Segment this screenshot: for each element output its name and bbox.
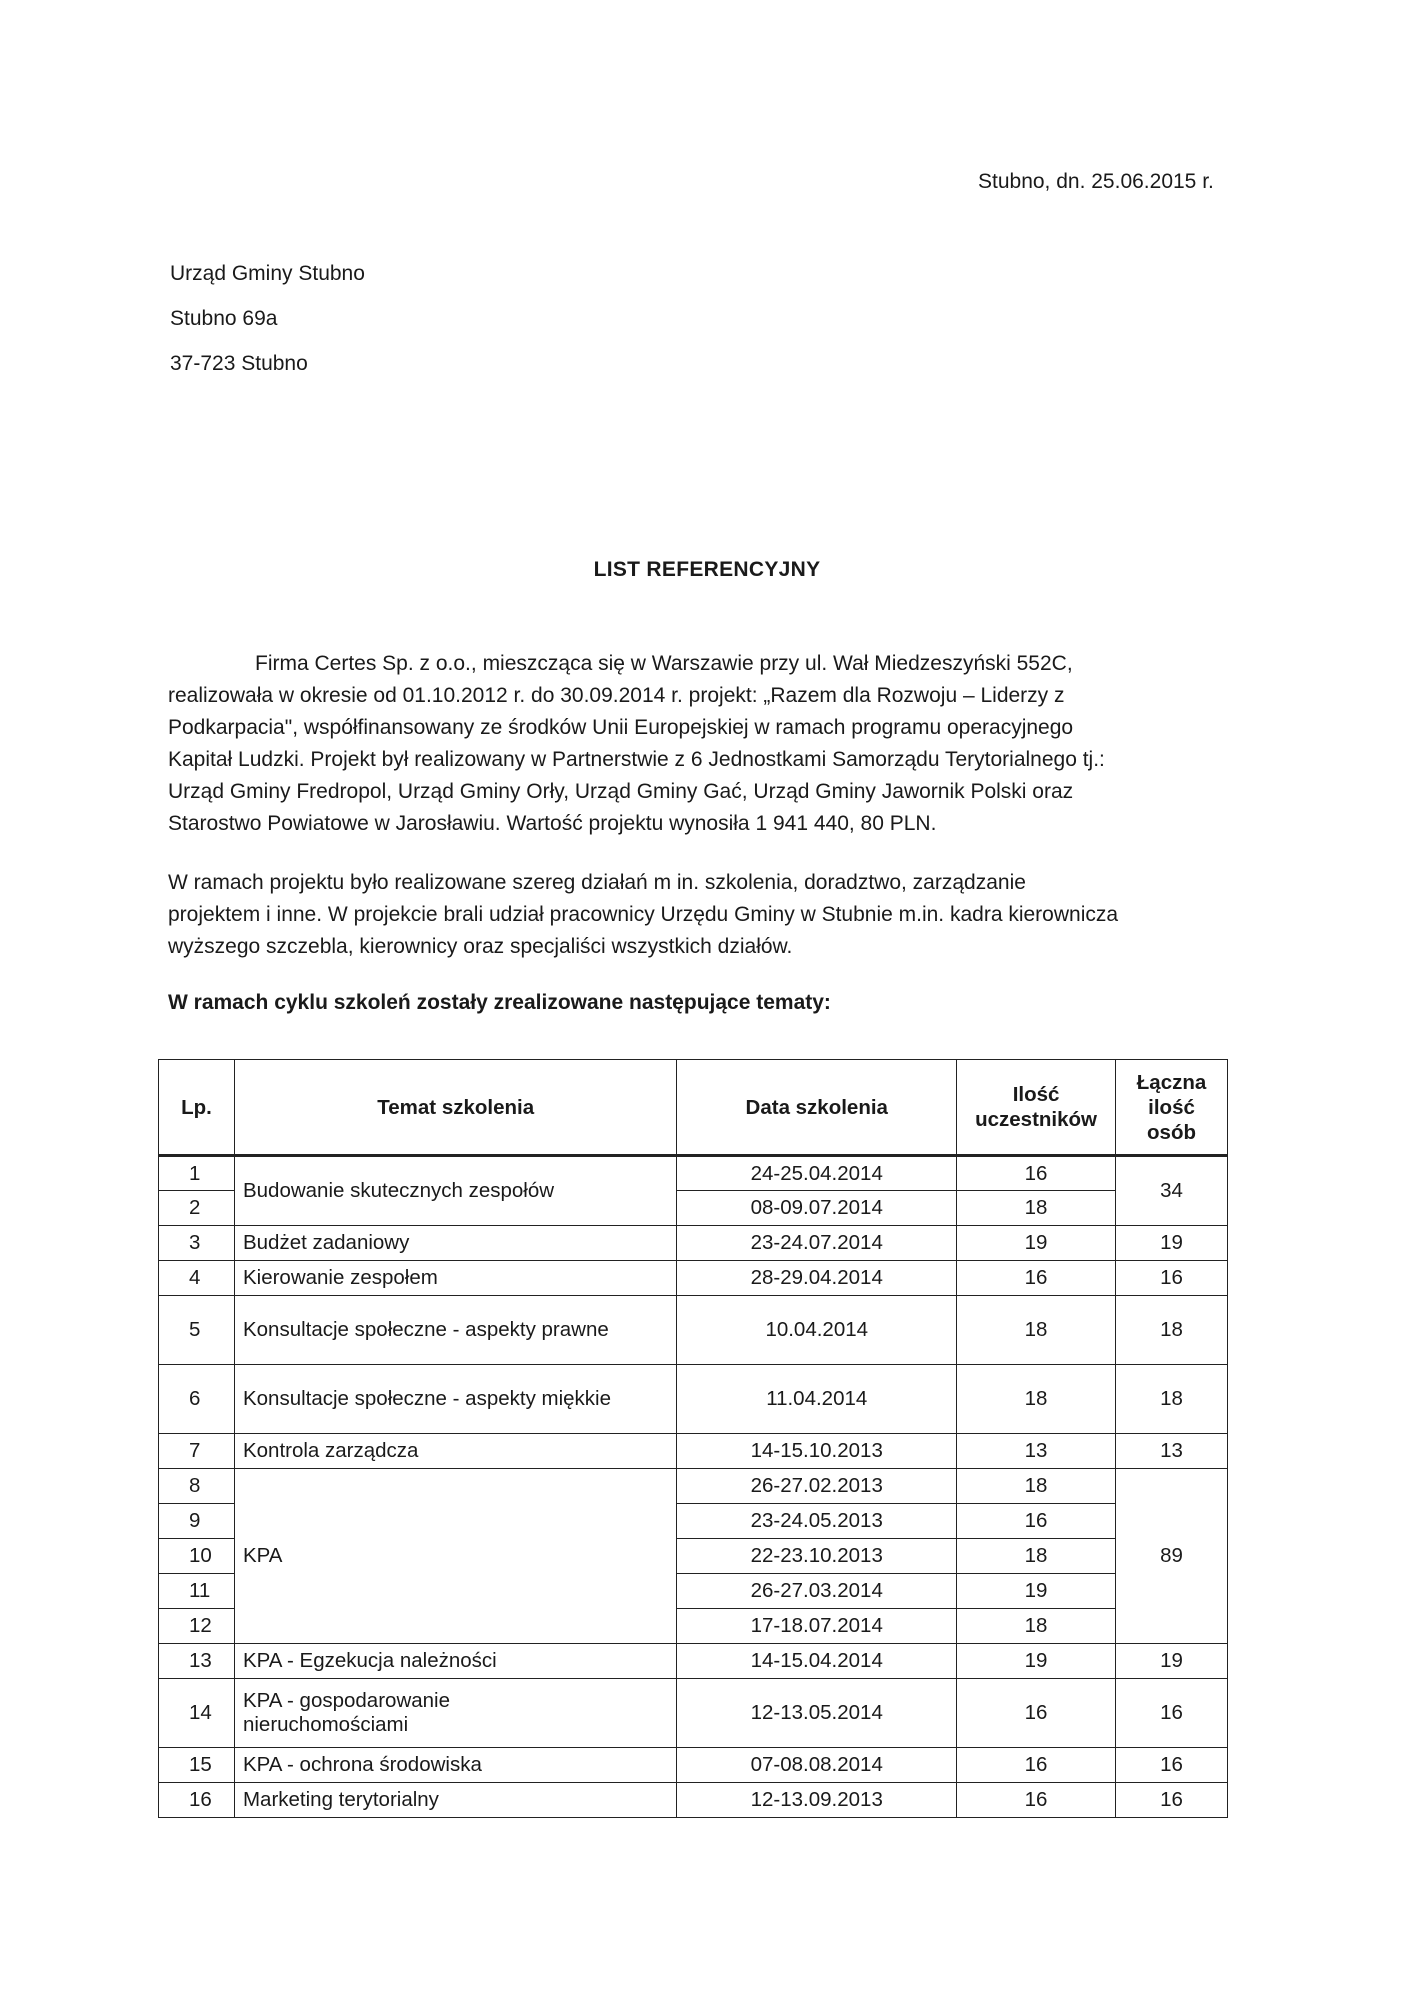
cell-date: 14-15.10.2013 (677, 1434, 957, 1469)
header-participants (957, 1060, 1116, 1156)
table-row (159, 1679, 1228, 1748)
paragraph-line: Starostwo Powiatowe w Jarosławiu. Wartość projektu wynosiła 1 941 440, 80 PLN. (168, 812, 937, 835)
cell-date: 26-27.02.2013 (677, 1469, 957, 1504)
table-row (159, 1296, 1228, 1365)
cell-total: 89 (1116, 1469, 1228, 1644)
cell-topic: Marketing terytorialny (234, 1783, 676, 1818)
cell-lp: 5 (159, 1296, 235, 1365)
paragraph-line: Podkarpacia", współfinansowany ze środków Unii Europejskiej w ramach programu operacyjnego (168, 716, 1074, 739)
cell-lp: 13 (159, 1644, 235, 1679)
cell-participants: 16 (957, 1261, 1116, 1296)
cell-total: 18 (1116, 1365, 1228, 1434)
cell-topic: Kierowanie zespołem (234, 1261, 676, 1296)
table-row (159, 1434, 1228, 1469)
cell-total: 16 (1116, 1748, 1228, 1783)
cell-participants: 16 (957, 1156, 1116, 1191)
cell-topic-line: nieruchomościami (242, 1713, 409, 1736)
cell-date: 23-24.07.2014 (677, 1226, 957, 1261)
header-total (1116, 1060, 1228, 1156)
cell-date: 23-24.05.2013 (677, 1504, 957, 1539)
header-lp: Lp. (159, 1060, 235, 1156)
cell-date: 14-15.04.2014 (677, 1644, 957, 1679)
cell-topic: Budżet zadaniowy (234, 1226, 676, 1261)
cell-total: 18 (1116, 1296, 1228, 1365)
table-header-row (159, 1060, 1228, 1156)
paragraph-line: realizowała w okresie od 01.10.2012 r. do 30.09.2014 r. projekt: „Razem dla Rozwoju – Liderzy z (168, 684, 1065, 707)
cell-lp: 8 (159, 1469, 235, 1504)
paragraph-line: Urząd Gminy Fredropol, Urząd Gminy Orły, Urząd Gminy Gać, Urząd Gminy Jawornik Polski oraz (168, 780, 1074, 803)
cell-participants: 16 (957, 1748, 1116, 1783)
cell-total: 16 (1116, 1679, 1228, 1748)
cell-participants: 18 (957, 1469, 1116, 1504)
recipient-line-3: 37-723 Stubno (170, 352, 308, 375)
paragraph-activities (168, 867, 1245, 963)
cell-participants: 18 (957, 1296, 1116, 1365)
cell-participants: 19 (957, 1644, 1116, 1679)
cell-date: 17-18.07.2014 (677, 1609, 957, 1644)
table-row (159, 1644, 1228, 1679)
cell-participants: 16 (957, 1679, 1116, 1748)
cell-date: 26-27.03.2014 (677, 1574, 957, 1609)
paragraph-line: Firma Certes Sp. z o.o., mieszcząca się w Warszawie przy ul. Wał Miedzeszyński 552C, (255, 652, 1073, 675)
header-participants-line: uczestników (975, 1108, 1097, 1131)
cell-lp: 6 (159, 1365, 235, 1434)
paragraph-line: Kapitał Ludzki. Projekt był realizowany w Partnerstwie z 6 Jednostkami Samorządu Terytorialnego tj.: (168, 748, 1105, 771)
table-row (159, 1469, 1228, 1504)
header-topic: Temat szkolenia (234, 1060, 676, 1156)
cell-topic: Konsultacje społeczne - aspekty miękkie (234, 1365, 676, 1434)
cell-lp: 7 (159, 1434, 235, 1469)
cell-lp: 1 (159, 1156, 235, 1191)
cell-topic: KPA - ochrona środowiska (234, 1748, 676, 1783)
table-row (159, 1261, 1228, 1296)
paragraph-line: projektem i inne. W projekcie brali udział pracownicy Urzędu Gminy w Stubnie m.in. kadra kierownicza (168, 903, 1119, 926)
cell-topic: KPA (234, 1469, 676, 1644)
recipient-line-1: Urząd Gminy Stubno (170, 262, 365, 285)
header-date: Data szkolenia (677, 1060, 957, 1156)
table-row (159, 1365, 1228, 1434)
cell-date: 07-08.08.2014 (677, 1748, 957, 1783)
cell-participants: 18 (957, 1539, 1116, 1574)
header-total-line: ilość (1148, 1095, 1195, 1119)
header-total-line: osób (1147, 1120, 1196, 1144)
cell-date: 22-23.10.2013 (677, 1539, 957, 1574)
cell-topic: Kontrola zarządcza (234, 1434, 676, 1469)
cell-lp: 4 (159, 1261, 235, 1296)
cell-total: 13 (1116, 1434, 1228, 1469)
cell-date: 12-13.05.2014 (677, 1679, 957, 1748)
recipient-line-2: Stubno 69a (170, 307, 278, 330)
cell-lp: 16 (159, 1783, 235, 1818)
cell-date: 12-13.09.2013 (677, 1783, 957, 1818)
cell-lp: 10 (159, 1539, 235, 1574)
paragraph-line: W ramach projektu było realizowane szereg działań m in. szkolenia, doradztwo, zarządzanie (168, 871, 1026, 894)
cell-date: 28-29.04.2014 (677, 1261, 957, 1296)
cell-topic-line: KPA - gospodarowanie (242, 1689, 451, 1712)
place-date: Stubno, dn. 25.06.2015 r. (978, 170, 1214, 193)
cell-date: 08-09.07.2014 (677, 1191, 957, 1226)
cell-lp: 12 (159, 1609, 235, 1644)
paragraph-line: wyższego szczebla, kierownicy oraz specjaliści wszystkich działów. (168, 935, 793, 958)
cell-lp: 9 (159, 1504, 235, 1539)
cell-topic: KPA - Egzekucja należności (234, 1644, 676, 1679)
cell-total: 16 (1116, 1783, 1228, 1818)
table-row (159, 1156, 1228, 1191)
cell-date: 24-25.04.2014 (677, 1156, 957, 1191)
cell-date: 10.04.2014 (677, 1296, 957, 1365)
cell-total: 19 (1116, 1644, 1228, 1679)
table-row (159, 1783, 1228, 1818)
cell-participants: 16 (957, 1504, 1116, 1539)
trainings-table (158, 1059, 1228, 1818)
header-total-line: Łączna (1136, 1070, 1207, 1094)
trainings-heading: W ramach cyklu szkoleń zostały zrealizowane następujące tematy: (168, 991, 831, 1014)
document-title: LIST REFERENCYJNY (593, 558, 821, 581)
paragraph-project-description (168, 648, 1245, 840)
cell-topic: Konsultacje społeczne - aspekty prawne (234, 1296, 676, 1365)
cell-lp: 3 (159, 1226, 235, 1261)
header-participants-line: Ilość (1012, 1083, 1060, 1106)
table-row (159, 1748, 1228, 1783)
cell-total: 19 (1116, 1226, 1228, 1261)
cell-topic (234, 1679, 676, 1748)
cell-participants: 18 (957, 1365, 1116, 1434)
cell-total: 34 (1116, 1156, 1228, 1226)
cell-date: 11.04.2014 (677, 1365, 957, 1434)
table-row (159, 1226, 1228, 1261)
cell-participants: 19 (957, 1574, 1116, 1609)
cell-participants: 16 (957, 1783, 1116, 1818)
cell-total: 16 (1116, 1261, 1228, 1296)
cell-participants: 19 (957, 1226, 1116, 1261)
cell-lp: 2 (159, 1191, 235, 1226)
cell-participants: 13 (957, 1434, 1116, 1469)
cell-lp: 15 (159, 1748, 235, 1783)
cell-lp: 14 (159, 1679, 235, 1748)
cell-participants: 18 (957, 1191, 1116, 1226)
cell-topic: Budowanie skutecznych zespołów (234, 1156, 676, 1226)
cell-participants: 18 (957, 1609, 1116, 1644)
cell-lp: 11 (159, 1574, 235, 1609)
